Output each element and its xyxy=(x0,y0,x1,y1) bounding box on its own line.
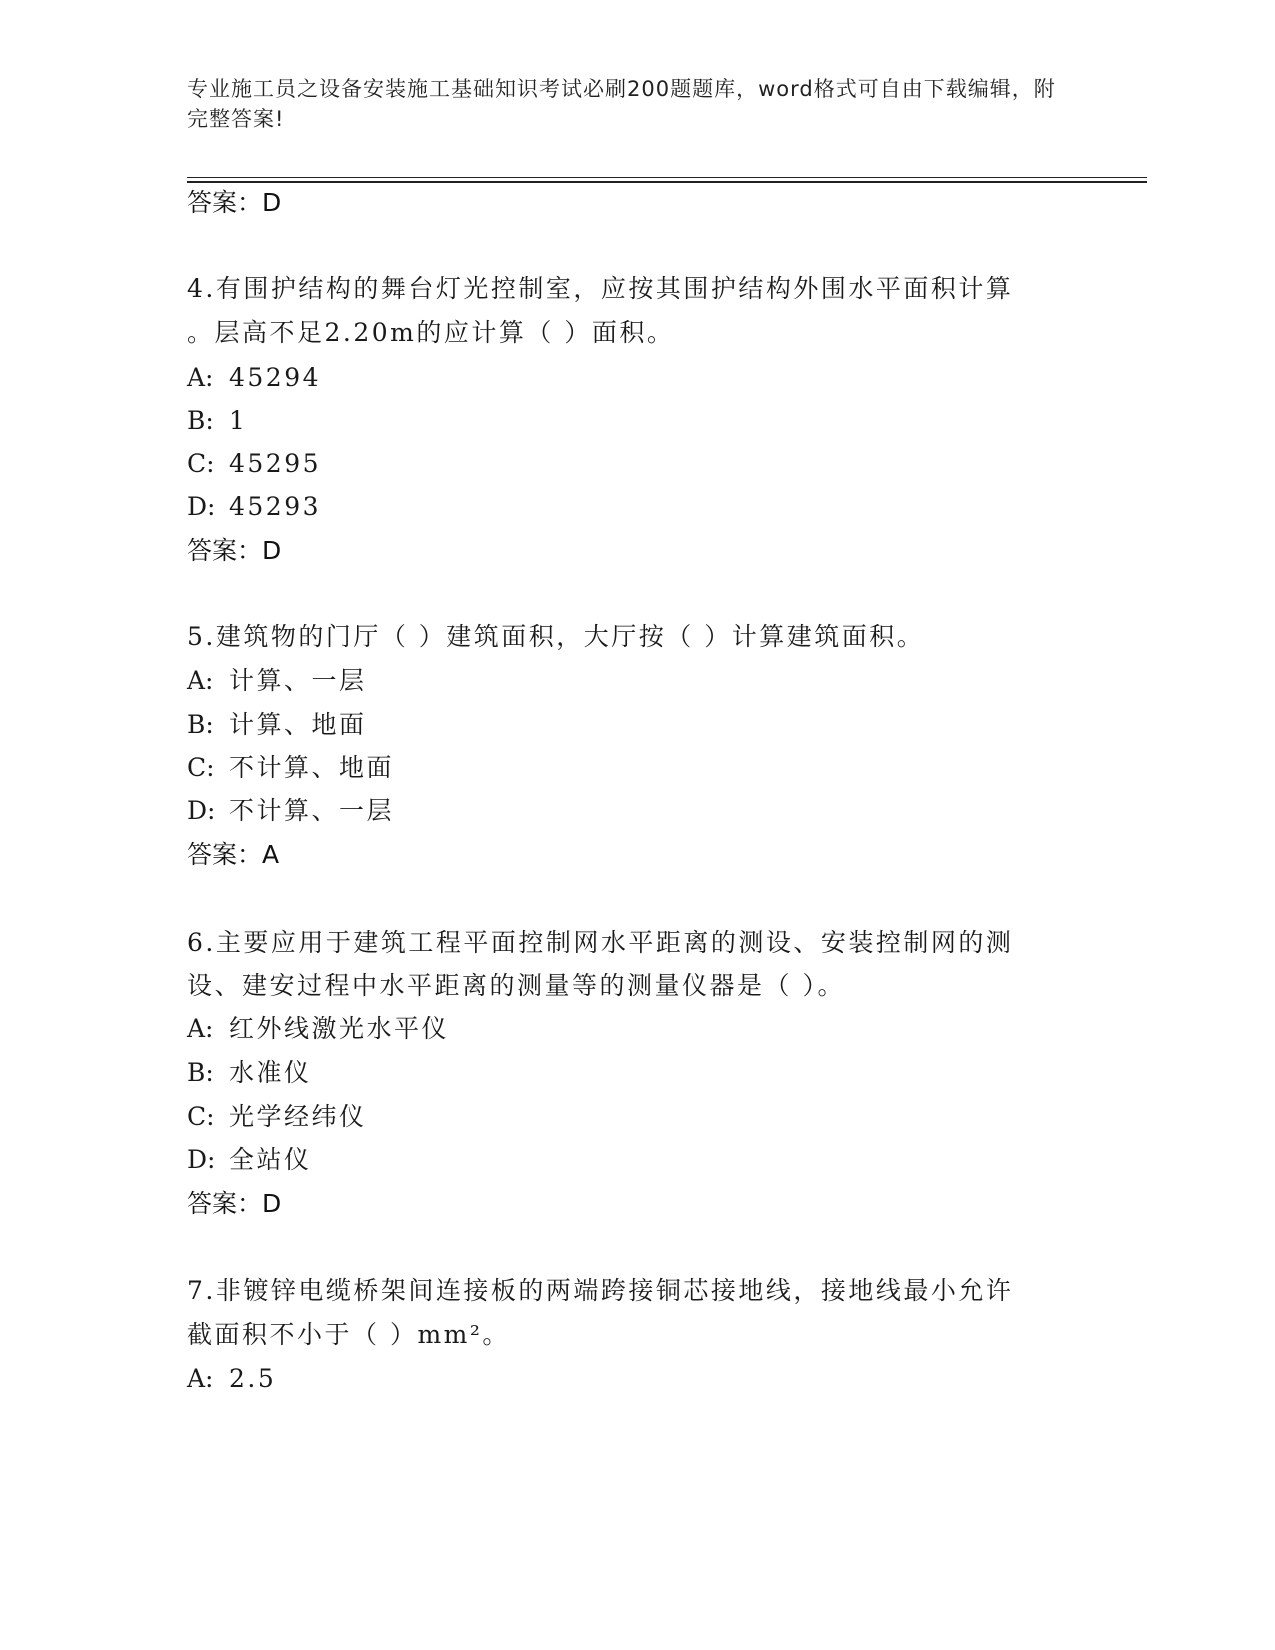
option-text: 45294 xyxy=(229,363,322,392)
question-5-option-b xyxy=(187,709,367,741)
option-text: 光学经纬仪 xyxy=(229,1102,367,1131)
header-divider-thick xyxy=(187,181,1147,183)
option-text: 不计算、地面 xyxy=(229,753,395,782)
answer-q3: 答案：D xyxy=(187,188,282,217)
option-letter: A: xyxy=(187,1364,214,1393)
question-5-line-1: 5.建筑物的门厅（ ）建筑面积，大厅按（ ）计算建筑面积。 xyxy=(187,622,925,651)
option-text: 1 xyxy=(229,406,248,435)
option-letter: D: xyxy=(187,492,216,521)
option-letter: D: xyxy=(187,1145,216,1174)
answer-q6: 答案：D xyxy=(187,1189,282,1218)
question-6-line-1: 6.主要应用于建筑工程平面控制网水平距离的测设、安装控制网的测 xyxy=(187,928,1014,957)
option-letter: B: xyxy=(187,1058,214,1087)
answer-q4: 答案：D xyxy=(187,536,282,565)
question-5-option-c xyxy=(187,752,394,784)
question-4-option-a xyxy=(187,362,321,394)
option-text: 红外线激光水平仪 xyxy=(229,1014,450,1043)
question-7-option-a xyxy=(187,1363,276,1395)
question-6-line-2: 设、建安过程中水平距离的测量等的测量仪器是（ ）。 xyxy=(187,971,845,1000)
question-6-option-c xyxy=(187,1101,367,1133)
option-text: 水准仪 xyxy=(229,1058,312,1087)
question-6-option-d xyxy=(187,1144,312,1176)
option-letter: B: xyxy=(187,406,214,435)
option-letter: A: xyxy=(187,666,214,695)
header-divider-thin xyxy=(187,177,1147,178)
question-5-option-d xyxy=(187,795,394,827)
option-text: 计算、一层 xyxy=(229,666,367,695)
option-letter: D: xyxy=(187,796,216,825)
option-text: 计算、地面 xyxy=(229,710,367,739)
question-6-option-b xyxy=(187,1057,312,1089)
question-6-option-a xyxy=(187,1013,449,1045)
option-text: 45295 xyxy=(229,449,322,478)
option-letter: A: xyxy=(187,1014,214,1043)
question-4-line-1: 4.有围护结构的舞台灯光控制室，应按其围护结构外围水平面积计算 xyxy=(187,274,1014,303)
question-4-option-d xyxy=(187,491,321,523)
option-letter: A: xyxy=(187,363,214,392)
question-7-line-1: 7.非镀锌电缆桥架间连接板的两端跨接铜芯接地线，接地线最小允许 xyxy=(187,1276,1014,1305)
option-letter: C: xyxy=(187,449,215,478)
option-letter: B: xyxy=(187,710,214,739)
page-header-title: 专业施工员之设备安装施工基础知识考试必刷200题题库，word格式可自由下载编辑，附完整答案! xyxy=(187,77,1056,131)
question-5-option-a xyxy=(187,665,367,697)
question-7-line-2: 截面积不小于（ ）mm²。 xyxy=(187,1320,510,1349)
option-letter: C: xyxy=(187,1102,215,1131)
option-text: 2.5 xyxy=(229,1364,277,1393)
option-text: 全站仪 xyxy=(229,1145,312,1174)
option-text: 45293 xyxy=(229,492,322,521)
question-4-option-b xyxy=(187,405,247,437)
option-letter: C: xyxy=(187,753,215,782)
question-4-option-c xyxy=(187,448,321,480)
question-4-line-2: 。层高不足2.20m的应计算（ ）面积。 xyxy=(187,318,675,347)
option-text: 不计算、一层 xyxy=(229,796,395,825)
answer-q5: 答案：A xyxy=(187,840,280,869)
